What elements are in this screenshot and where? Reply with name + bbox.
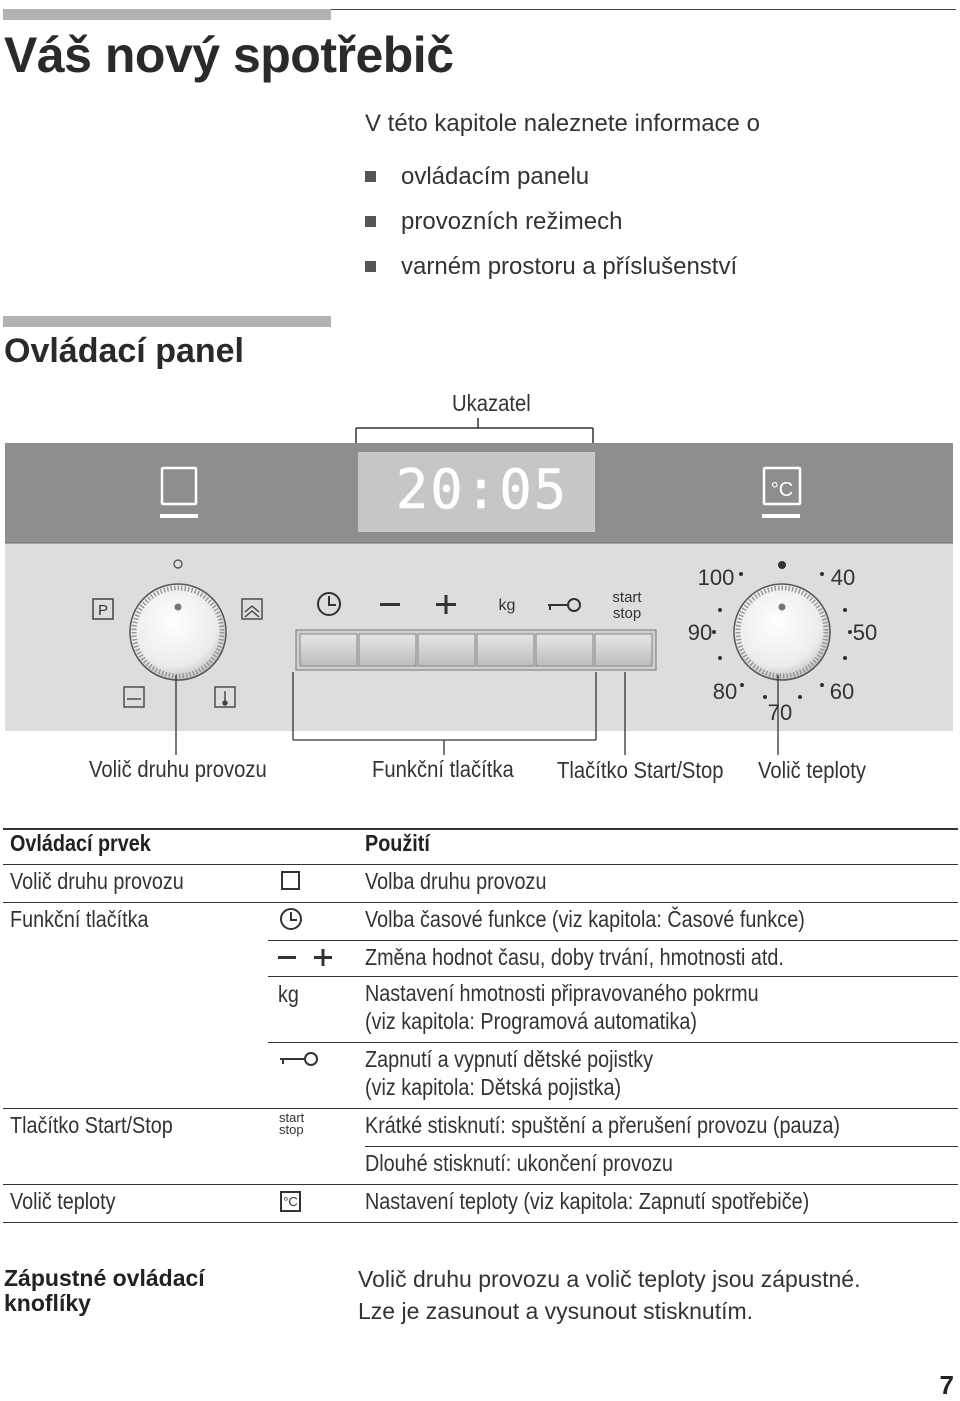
table-cell-element: Tlačítko Start/Stop: [10, 1112, 173, 1138]
svg-text:P: P: [97, 602, 109, 619]
start-stop-icon: start stop: [279, 1110, 305, 1137]
bullet-icon: [365, 261, 376, 272]
table-cell-use: Volba časové funkce (viz kapitola: Časové funkce): [365, 906, 805, 932]
table-cell-use-detail: (viz kapitola: Dětská pojistka): [365, 1074, 622, 1100]
section-bar-top: [3, 9, 331, 20]
function-button: [536, 634, 593, 666]
callout-start-stop: Tlačítko Start/Stop: [557, 757, 724, 783]
table-cell-use: Nastavení hmotnosti připravovaného pokrmu: [365, 980, 759, 1006]
temperature-knob: [734, 584, 830, 680]
callout-function-buttons: Funkční tlačítka: [372, 756, 514, 782]
display-callout-label: Ukazatel: [452, 390, 531, 416]
page-number: 7: [939, 1370, 954, 1400]
section-title: Ovládací panel: [4, 332, 244, 370]
svg-text:°C: °C: [770, 479, 794, 501]
table-cell-element: Volič teploty: [10, 1188, 116, 1214]
table-cell-use-detail: (viz kapitola: Programová automatika): [365, 1008, 698, 1034]
table-header-element: Ovládací prvek: [10, 830, 151, 856]
key-icon: [280, 1050, 320, 1070]
function-button: [300, 634, 357, 666]
bullet-icon: [365, 216, 376, 227]
minus-plus-icon: [278, 947, 334, 969]
note-text: Volič druhu provozu a volič teploty jsou zápustné. Lze je zasunout a vysunout stisknutím.: [358, 1266, 861, 1324]
section-bar: [3, 316, 331, 327]
celsius-icon: °C: [280, 1191, 301, 1212]
svg-text:100: 100: [697, 565, 735, 590]
square-icon: [281, 871, 300, 890]
svg-text:40: 40: [830, 565, 856, 590]
control-panel-illustration: [0, 410, 960, 755]
minus-icon: [380, 603, 400, 606]
function-button: [477, 634, 534, 666]
bullet-icon: [365, 171, 376, 182]
function-button: [359, 634, 416, 666]
function-button: [418, 634, 475, 666]
table-cell-use: Změna hodnot času, doby trvání, hmotnosti atd.: [365, 944, 784, 970]
intro-text: V této kapitole naleznete informace o: [365, 110, 760, 137]
callout-temperature-selector: Volič teploty: [758, 757, 867, 783]
svg-text:70: 70: [767, 700, 793, 725]
list-item: provozních režimech: [365, 199, 737, 244]
svg-text:50: 50: [852, 620, 878, 645]
intro-list: [365, 154, 737, 289]
page-title: Váš nový spotřebič: [4, 27, 454, 83]
list-item: varném prostoru a příslušenství: [365, 244, 737, 289]
function-button-row: [296, 630, 656, 670]
table-cell-use: Nastavení teploty (viz kapitola: Zapnutí spotřebiče): [365, 1188, 810, 1214]
callout-mode-selector: Volič druhu provozu: [89, 756, 267, 782]
display-time: 20:05: [395, 458, 569, 521]
stop-icon: stop: [612, 605, 642, 622]
kg-icon: kg: [278, 981, 299, 1007]
kg-icon: kg: [498, 597, 516, 614]
table-cell-use: Krátké stisknutí: spuštění a přerušení provozu (pauza): [365, 1112, 840, 1138]
list-item: ovládacím panelu: [365, 154, 737, 199]
table-cell-use-detail: Dlouhé stisknutí: ukončení provozu: [365, 1150, 673, 1176]
table-cell-element: Funkční tlačítka: [10, 906, 149, 932]
table-cell-use: Volba druhu provozu: [365, 868, 547, 894]
start-icon: start: [612, 589, 642, 606]
note-title: Zápustné ovládací knoflíky: [4, 1265, 205, 1316]
svg-text:80: 80: [712, 679, 738, 704]
table-header-use: Použití: [365, 830, 430, 856]
top-rule: [331, 9, 956, 10]
svg-text:90: 90: [687, 620, 713, 645]
mode-knob: [130, 584, 226, 680]
svg-text:60: 60: [829, 679, 855, 704]
table-cell-element: Volič druhu provozu: [10, 868, 184, 894]
clock-icon: [279, 907, 303, 931]
function-button: [595, 634, 652, 666]
table-cell-use: Zapnutí a vypnutí dětské pojistky: [365, 1046, 654, 1072]
